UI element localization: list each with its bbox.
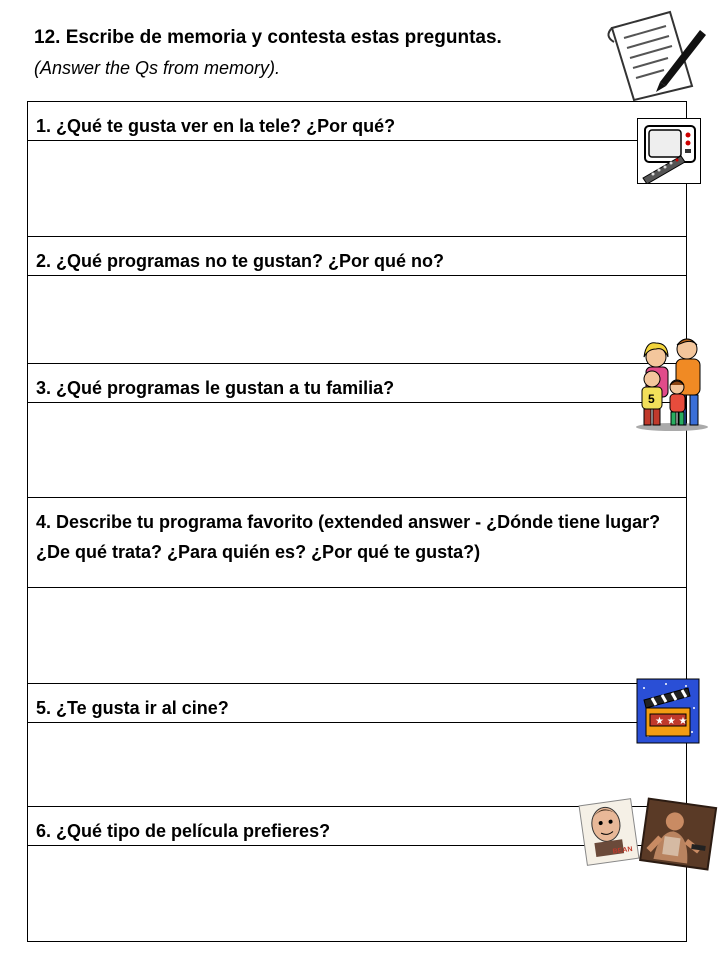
question-row	[28, 236, 686, 275]
question-1: 1. ¿Qué te gusta ver en la tele? ¿Por qué?	[36, 116, 396, 136]
family-icon	[632, 335, 710, 432]
worksheet-title: 12. Escribe de memoria y contesta estas preguntas.	[34, 27, 502, 48]
question-row	[28, 497, 686, 587]
question-row	[28, 683, 686, 722]
television-icon	[637, 118, 701, 184]
paper-pen-icon	[600, 8, 710, 103]
answer-area-5[interactable]	[28, 722, 686, 806]
poster-title: BEAN	[612, 845, 633, 856]
question-row	[28, 363, 686, 402]
question-row	[28, 101, 686, 140]
svg-text:5: 5	[648, 392, 655, 406]
svg-text:★ ★ ★: ★ ★ ★	[655, 716, 688, 727]
question-4: 4. Describe tu programa favorito (extended answer - ¿Dónde tiene lugar? ¿De qué trata? ¿Para quién es? ¿Por qué te gusta?)	[36, 512, 661, 562]
worksheet-subtitle: (Answer the Qs from memory).	[34, 58, 281, 78]
question-2: 2. ¿Qué programas no te gustan? ¿Por qué no?	[36, 251, 445, 271]
answer-area-1[interactable]	[28, 140, 686, 236]
clapperboard-icon	[636, 678, 700, 744]
answer-area-3[interactable]	[28, 402, 686, 497]
question-6: 6. ¿Qué tipo de película prefieres?	[36, 821, 331, 841]
answer-area-4[interactable]	[28, 587, 686, 683]
question-5: 5. ¿Te gusta ir al cine?	[36, 698, 229, 718]
answer-area-2[interactable]	[28, 275, 686, 363]
question-3: 3. ¿Qué programas le gustan a tu familia?	[36, 378, 395, 398]
action-movie-photo	[637, 796, 719, 874]
comedy-movie-poster	[577, 798, 641, 866]
